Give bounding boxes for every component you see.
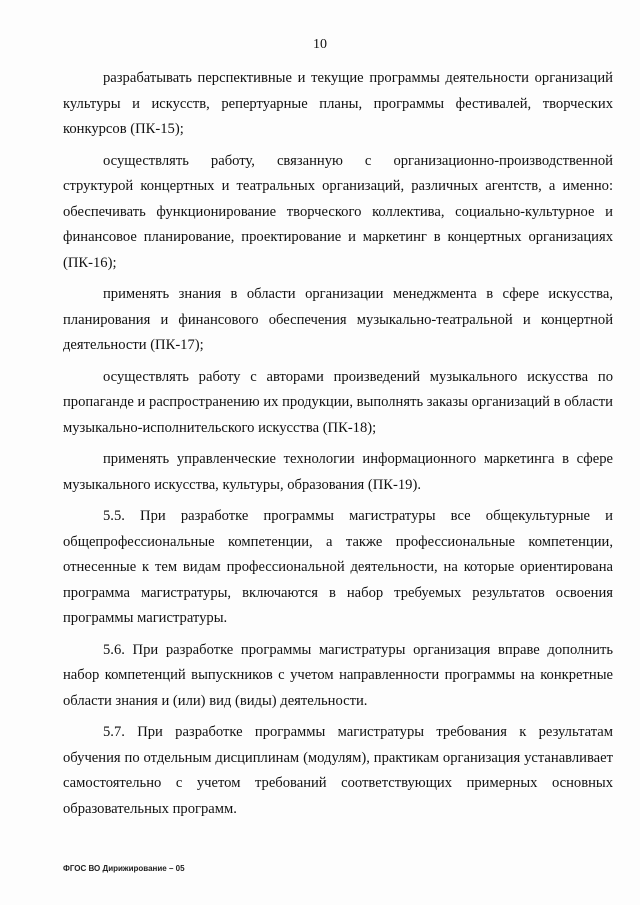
document-body bbox=[63, 66, 613, 828]
paragraph-pk18: осуществлять работу с авторами произведений музыкального искусства по пропаганде и распространению их продукции, выполнять заказы организаций в области музыкально-исполнительского искусства (ПК-18); bbox=[63, 368, 613, 436]
paragraph-5-5: 5.5. При разработке программы магистратуры все общекультурные и общепрофессиональные компетенции, а также профессиональные компетенции, отнесенные к тем видам профессиональной деятельности, на которые ориентирована программа магистратуры, включаются в набор требуемых результатов освоения программы магистратуры. bbox=[63, 508, 613, 626]
paragraph-pk17: применять знания в области организации менеджмента в сфере искусства, планирования и финансового обеспечения музыкально-театральной и концертной деятельности (ПК-17); bbox=[63, 286, 613, 353]
paragraph-pk16: осуществлять работу, связанную с организационно-производственной структурой концертных и театральных организаций, различных агентств, а именно: обеспечивать функционирование творческого коллектива, социально-культурное и финансовое планирование, проектирование и маркетинг в концертных организациях (ПК-16); bbox=[63, 152, 613, 271]
paragraph-pk15: разрабатывать перспективные и текущие программы деятельности организаций культуры и искусств, репертуарные планы, программы фестивалей, творческих конкурсов (ПК-15); bbox=[63, 70, 613, 137]
paragraph-5-6: 5.6. При разработке программы магистратуры организация вправе дополнить набор компетенций выпускников с учетом направленности программы на конкретные области знания и (или) вид (виды) деятельности. bbox=[63, 641, 613, 709]
document-footer: ФГОС ВО Дирижирование – 05 bbox=[63, 864, 185, 873]
page-number: 10 bbox=[313, 37, 327, 52]
paragraph-pk19: применять управленческие технологии информационного маркетинга в сфере музыкального искусства, культуры, образования (ПК-19). bbox=[63, 451, 613, 493]
paragraph-5-7: 5.7. При разработке программы магистратуры требования к результатам обучения по отдельным дисциплинам (модулям), практикам организация устанавливает самостоятельно с учетом требований соответствующих примерных основных образовательных программ. bbox=[63, 724, 613, 817]
